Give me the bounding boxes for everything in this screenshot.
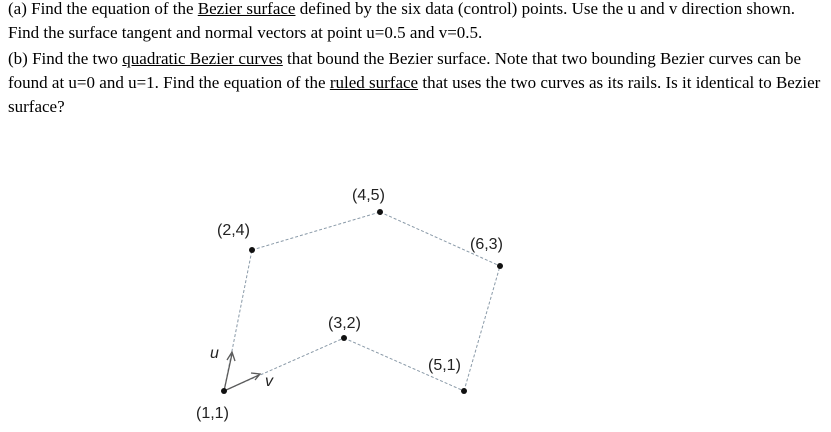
- label-2-4: (2,4): [217, 222, 250, 239]
- control-point-2-4: [249, 247, 255, 253]
- label-4-5: (4,5): [352, 187, 385, 204]
- bezier-surface-term: Bezier surface: [197, 0, 296, 18]
- part-b-prefix: (b) Find the two: [8, 49, 123, 68]
- control-point-1-1: [221, 388, 227, 394]
- control-point-3-2: [341, 335, 347, 341]
- control-point-6-3: [497, 263, 503, 269]
- u-label: u: [210, 345, 219, 362]
- edge-2-4: [252, 212, 380, 250]
- quadratic-bezier-curves-term: quadratic Bezier curves: [122, 49, 283, 68]
- label-1-1: (1,1): [196, 405, 229, 422]
- part-b-suffix: that uses the two curves as its rails. Is it identical to Bezier surface?: [8, 73, 821, 116]
- direction-arrows: [210, 345, 274, 391]
- edge-5-6: [464, 266, 500, 391]
- control-point-5-1: [461, 388, 467, 394]
- control-point-labels: [196, 187, 503, 422]
- part-b-middle: that bound the Bezier surface. Note that two bounding Bezier curves can be found at u=0 and u=1. Find the equation of the: [8, 49, 802, 92]
- label-6-3: (6,3): [470, 236, 503, 253]
- v-label: v: [265, 373, 273, 390]
- part-a-prefix: (a) Find the equation of the: [8, 0, 198, 18]
- v-arrow: [224, 375, 259, 391]
- label-3-2: (3,2): [328, 315, 361, 332]
- control-point-4-5: [377, 209, 383, 215]
- ruled-surface-term: ruled surface: [329, 73, 419, 92]
- label-5-1: (5,1): [428, 357, 461, 374]
- part-a-text: defined by the six data (control) points. Use the u and v direction shown. Find the surface tangent and normal vectors at point u=0.5 and v=0.5.: [8, 0, 795, 42]
